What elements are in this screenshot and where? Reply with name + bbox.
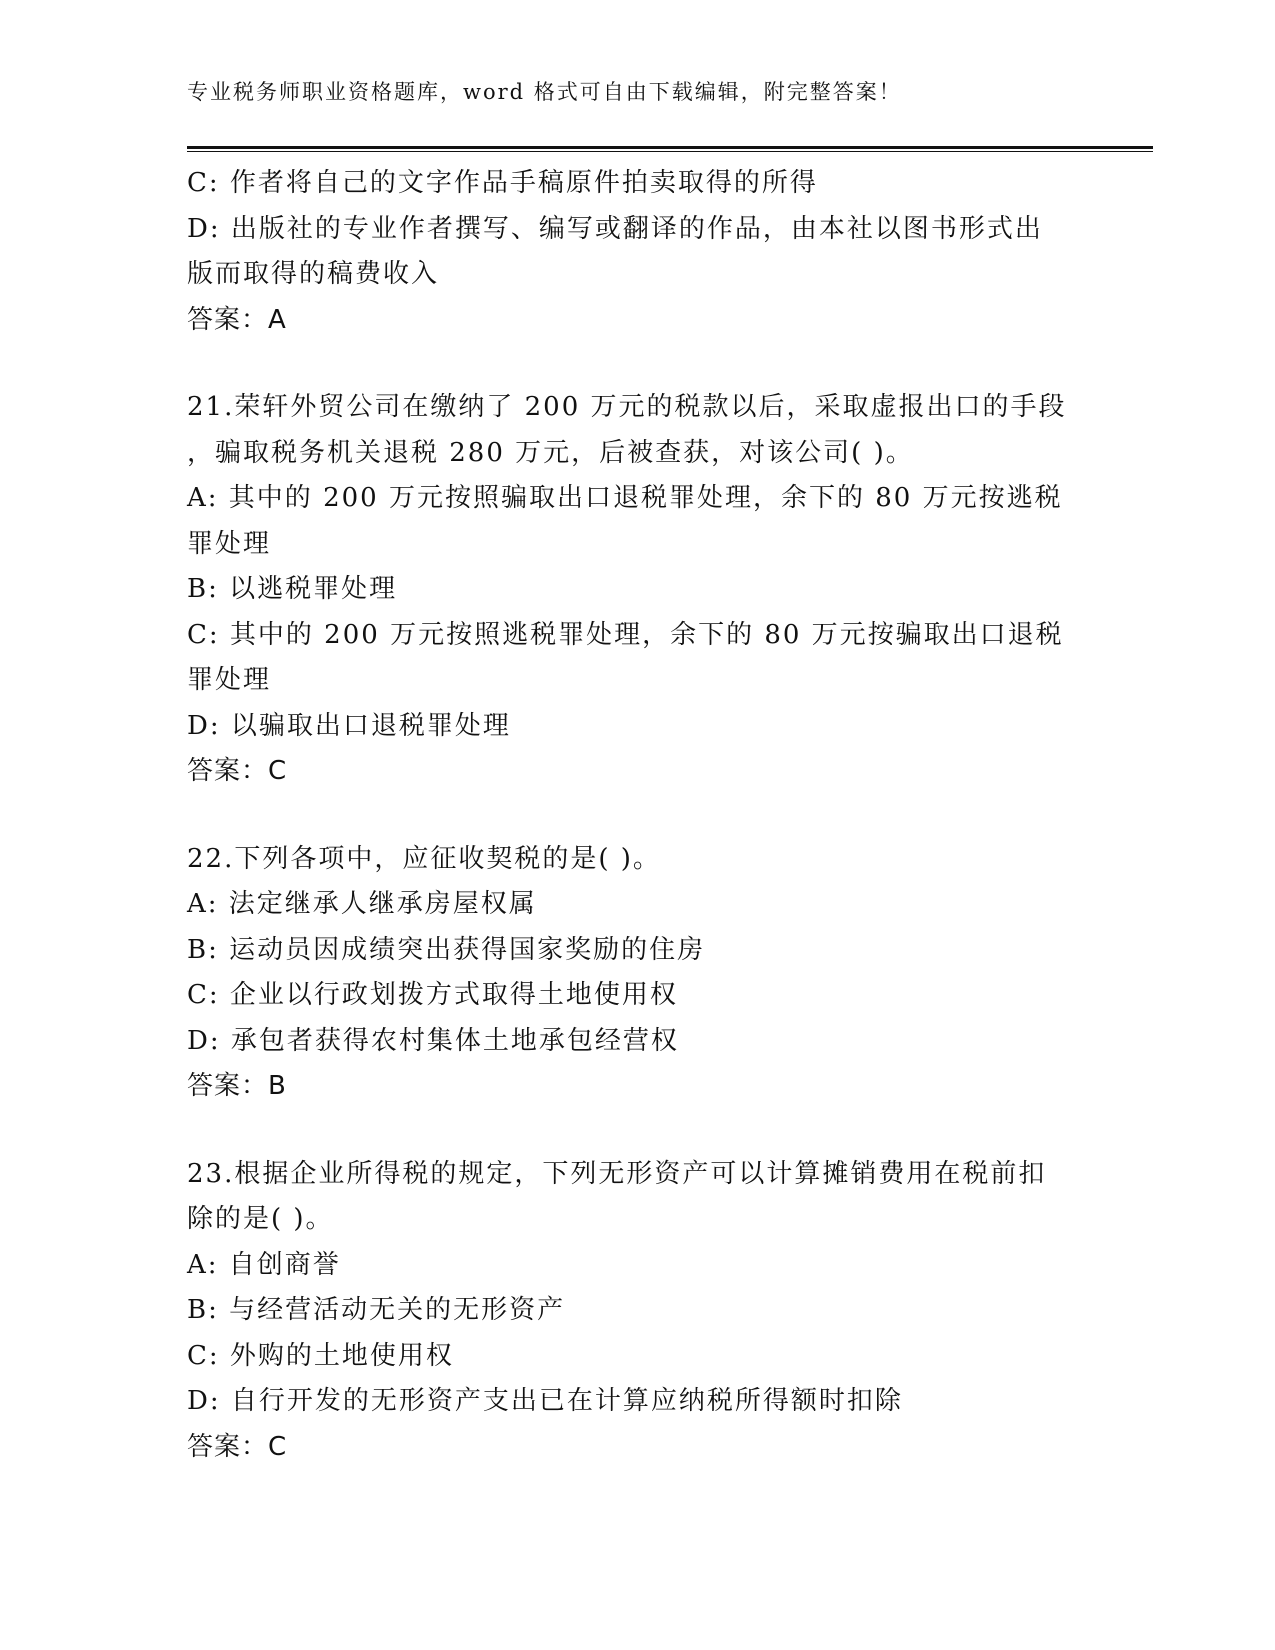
spacer bbox=[187, 1110, 1077, 1152]
question-21 bbox=[187, 385, 1077, 795]
option-c: C: 其中的 200 万元按照逃税罪处理，余下的 80 万元按骗取出口退税 bbox=[187, 619, 1064, 650]
option-d-continued: 版而取得的稿费收入 bbox=[187, 259, 440, 289]
previous-question-tail bbox=[187, 161, 1077, 343]
option-d: D: 承包者获得农村集体土地承包经营权 bbox=[187, 1025, 679, 1056]
option-a: A: 其中的 200 万元按照骗取出口退税罪处理，余下的 80 万元按逃税 bbox=[187, 483, 1063, 513]
page-header: 专业税务师职业资格题库，word 格式可自由下载编辑，附完整答案！ bbox=[187, 80, 902, 104]
question-content bbox=[187, 161, 1077, 1470]
question-stem-continued: ，骗取税务机关退税 280 万元，后被查获，对该公司( )。 bbox=[187, 437, 914, 468]
spacer bbox=[187, 343, 1077, 385]
option-a: A: 法定继承人继承房屋权属 bbox=[187, 889, 537, 919]
question-stem: 22.下列各项中，应征收契税的是( )。 bbox=[187, 843, 661, 874]
option-d: D: 以骗取出口退税罪处理 bbox=[187, 710, 511, 741]
option-c: C: 作者将自己的文字作品手稿原件拍卖取得的所得 bbox=[187, 168, 818, 198]
question-22 bbox=[187, 837, 1077, 1110]
question-stem: 21.荣轩外贸公司在缴纳了 200 万元的税款以后，采取虚报出口的手段 bbox=[187, 392, 1067, 422]
answer: 答案：C bbox=[187, 756, 288, 786]
spacer bbox=[187, 795, 1077, 837]
option-d: D: 出版社的专业作者撰写、编写或翻译的作品，由本社以图书形式出 bbox=[187, 213, 1043, 244]
question-stem-continued: 除的是( )。 bbox=[187, 1204, 334, 1234]
option-c: C: 企业以行政划拨方式取得土地使用权 bbox=[187, 980, 678, 1010]
option-d: D: 自行开发的无形资产支出已在计算应纳税所得额时扣除 bbox=[187, 1386, 903, 1416]
option-a-continued: 罪处理 bbox=[187, 528, 272, 559]
question-23 bbox=[187, 1152, 1077, 1471]
header-divider bbox=[187, 146, 1153, 149]
answer: 答案：A bbox=[187, 304, 287, 335]
option-b: B: 运动员因成绩突出获得国家奖励的住房 bbox=[187, 934, 706, 965]
option-c-continued: 罪处理 bbox=[187, 665, 272, 695]
answer: 答案：B bbox=[187, 1071, 287, 1101]
option-b: B: 以逃税罪处理 bbox=[187, 574, 398, 604]
question-stem: 23.根据企业所得税的规定，下列无形资产可以计算摊销费用在税前扣 bbox=[187, 1158, 1047, 1189]
option-b: B: 与经营活动无关的无形资产 bbox=[187, 1295, 566, 1325]
answer: 答案：C bbox=[187, 1431, 288, 1462]
option-a: A: 自创商誉 bbox=[187, 1249, 341, 1280]
option-c: C: 外购的土地使用权 bbox=[187, 1340, 454, 1371]
